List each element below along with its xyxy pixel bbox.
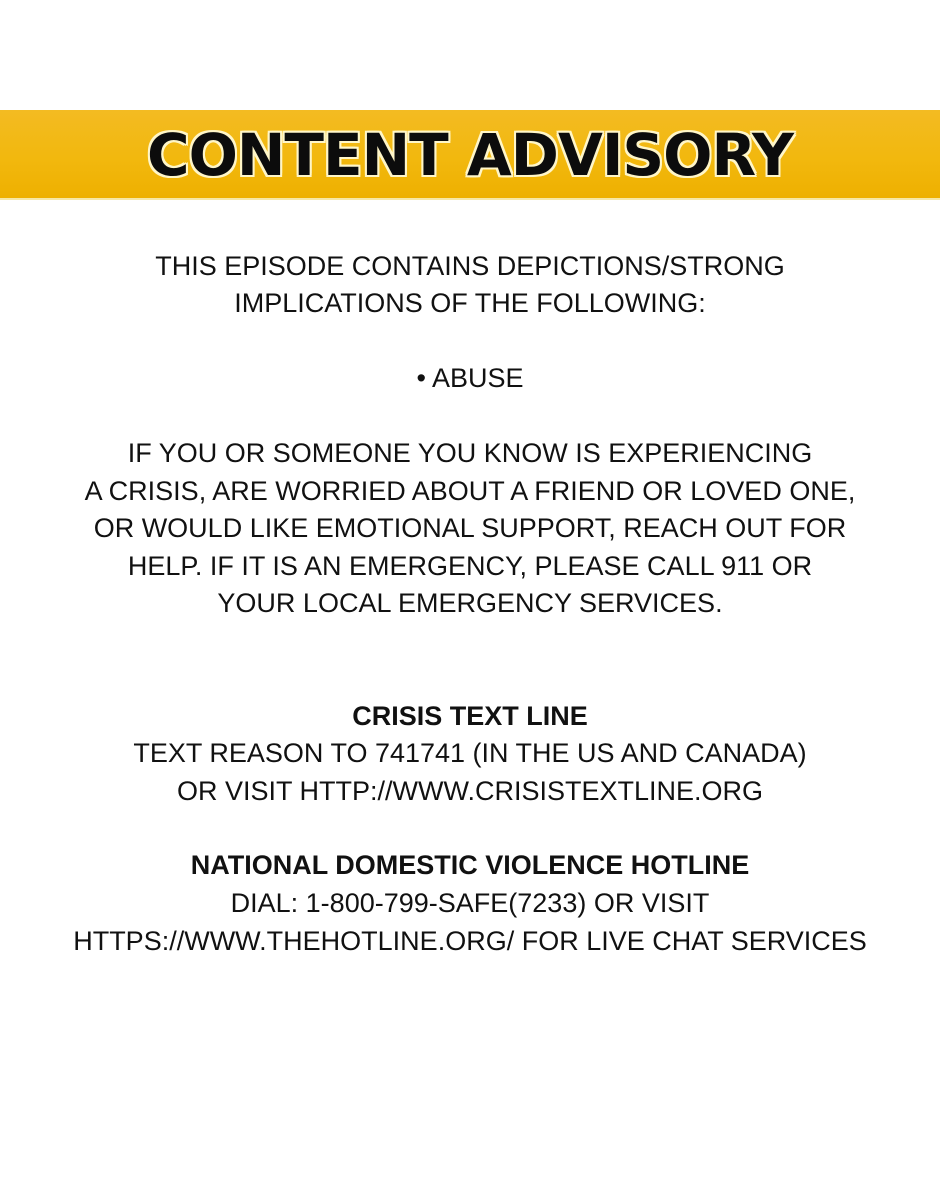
- crisis-message-line-4: HELP. IF IT IS AN EMERGENCY, PLEASE CALL 911 OR: [127, 551, 813, 581]
- crisis-text-line-detail-2: OR VISIT HTTP://WWW.CRISISTEXTLINE.ORG: [176, 776, 764, 806]
- crisis-message-line-3: OR WOULD LIKE EMOTIONAL SUPPORT, REACH OUT FOR: [93, 513, 847, 543]
- domestic-violence-hotline-heading: NATIONAL DOMESTIC VIOLENCE HOTLINE: [190, 850, 750, 880]
- crisis-text-line-detail-1: TEXT REASON TO 741741 (IN THE US AND CANADA): [133, 738, 807, 768]
- intro-line-1: THIS EPISODE CONTAINS DEPICTIONS/STRONG: [155, 251, 785, 281]
- crisis-text-line-heading: CRISIS TEXT LINE: [352, 701, 588, 731]
- topic-item-abuse: • ABUSE: [416, 363, 524, 393]
- domestic-violence-hotline-detail-2: HTTPS://WWW.THEHOTLINE.ORG/ FOR LIVE CHAT SERVICES: [73, 926, 867, 956]
- crisis-message-line-1: IF YOU OR SOMEONE YOU KNOW IS EXPERIENCING: [127, 438, 813, 468]
- domestic-violence-hotline-detail-1: DIAL: 1-800-799-SAFE(7233) OR VISIT: [230, 888, 710, 918]
- crisis-message-line-5: YOUR LOCAL EMERGENCY SERVICES.: [217, 588, 723, 618]
- crisis-message-line-2: A CRISIS, ARE WORRIED ABOUT A FRIEND OR LOVED ONE,: [84, 476, 856, 506]
- banner-title: CONTENT ADVISORY: [147, 121, 793, 189]
- intro-line-2: IMPLICATIONS OF THE FOLLOWING:: [234, 288, 706, 318]
- content-advisory-banner: [0, 110, 940, 200]
